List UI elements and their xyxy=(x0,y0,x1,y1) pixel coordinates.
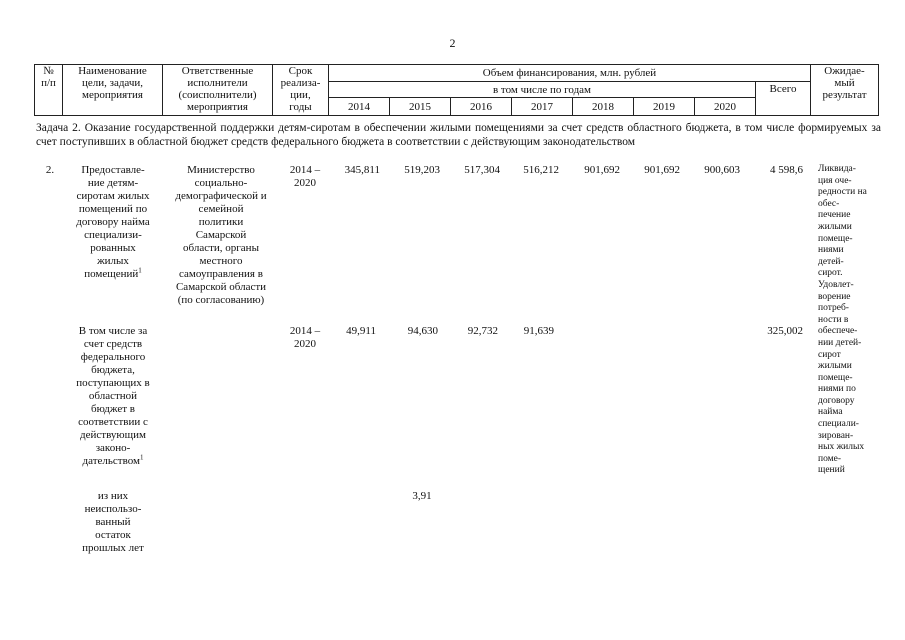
row2-name: В том числе за счет средств федерального бюджета, поступающих в областной бюджет в соответствии с действующим законо- дательством$^1$ xyxy=(76,325,150,467)
row1-value-2020: 900,603 xyxy=(704,164,740,176)
year-header-2014: 2014 xyxy=(329,98,390,116)
row1-value-2014: 345,811 xyxy=(344,164,380,176)
row1-term: 2014 – 2020 xyxy=(289,164,321,189)
row1-value-2015: 519,203 xyxy=(404,164,440,176)
total-header: Всего xyxy=(756,82,811,116)
year-header-2018: 2018 xyxy=(573,98,634,116)
footnote-mark: 1 xyxy=(138,266,142,275)
year-header-2017: 2017 xyxy=(512,98,573,116)
row1-value-2019: 901,692 xyxy=(644,164,680,176)
row1-responsible: Министерство социально- демографической и семейной политики Самарской области, органы местного самоуправления в Самарской области (по согласованию) xyxy=(175,164,267,306)
row2-total: 325,002 xyxy=(767,325,803,337)
row1-name: Предоставле- ние детям- сиротам жилых помещений по договору найма специализи- рованных жилых помещений$^1$ xyxy=(76,164,150,280)
col-term-header: Срок реализа- ции, годы xyxy=(273,65,329,116)
year-header-2016: 2016 xyxy=(451,98,512,116)
footnote-mark: 1 xyxy=(139,453,144,462)
row2-value-2017: 91,639 xyxy=(523,325,554,337)
header-table xyxy=(34,64,879,116)
expected-result: Ликвида- ция оче- редности на обес- печение жилыми помеще- ниями детей- сирот. Удовлет- ворение потреб- ности в обеспече- нии детей- сирот жилыми помеще- ниями по договору найма специали- зирован- ных жилых поме- щений xyxy=(818,164,867,476)
row2-value-2015: 94,630 xyxy=(407,325,438,337)
row3-value-2015: 3,91 xyxy=(412,490,432,502)
col-num-header: № п/п xyxy=(35,65,63,116)
col-name-header: Наименование цели, задачи, мероприятия xyxy=(63,65,163,116)
col-result-header: Ожидае- мый результат xyxy=(811,65,879,116)
row1-value-2016: 517,304 xyxy=(464,164,500,176)
row1-total: 4 598,6 xyxy=(770,164,803,176)
row1-value-2018: 901,692 xyxy=(584,164,620,176)
by-years-header: в том числе по годам xyxy=(329,82,756,98)
col-responsible-header: Ответственные исполнители (соисполнители) мероприятия xyxy=(163,65,273,116)
page-number: 2 xyxy=(449,36,456,50)
task-heading: Задача 2. Оказание государственной поддержки детям-сиротам в обеспечении жилыми помещениями за счет средств областного бюджета, в том числе формируемых за счет поступивших в областной бюджет средств федерального бюджета в соответствии с действующим законодательством xyxy=(36,122,881,148)
year-header-2020: 2020 xyxy=(695,98,756,116)
row1-value-2017: 516,212 xyxy=(523,164,559,176)
year-header-2019: 2019 xyxy=(634,98,695,116)
year-header-2015: 2015 xyxy=(390,98,451,116)
row2-value-2016: 92,732 xyxy=(467,325,498,337)
row-number: 2. xyxy=(45,164,55,176)
row2-term: 2014 – 2020 xyxy=(289,325,321,350)
funding-title: Объем финансирования, млн. рублей xyxy=(329,65,811,82)
row2-value-2014: 49,911 xyxy=(346,325,376,337)
row3-name: из них неиспользо- ванный остаток прошлых лет xyxy=(82,490,144,554)
